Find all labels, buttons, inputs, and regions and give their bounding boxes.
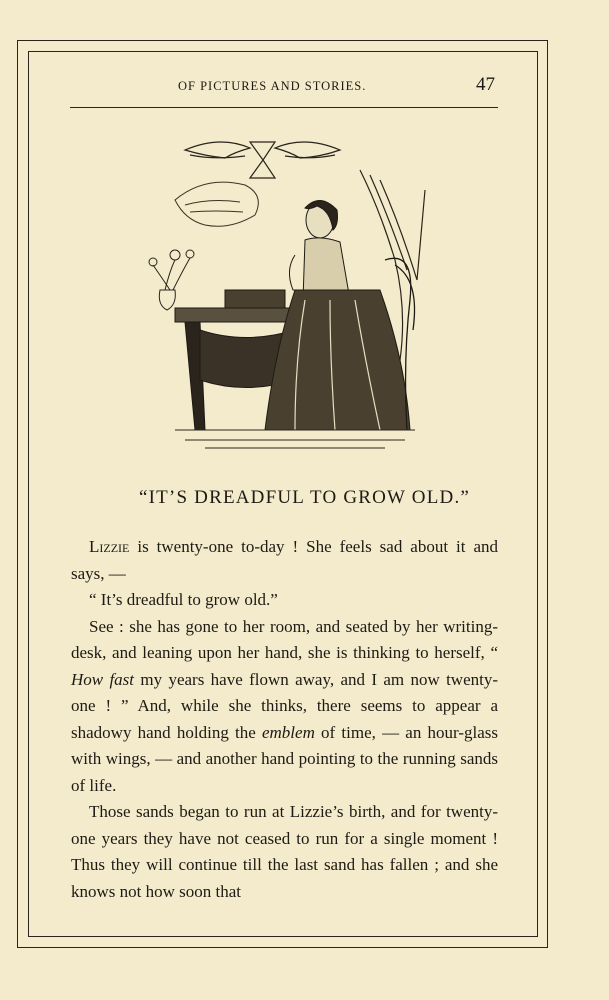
paragraph-3-part-b: my years have flown away, and I am now twenty-one ! ” And, while she thinks, there seems to appear a shadowy hand holding the <box>71 669 498 742</box>
paragraph-1 <box>71 534 498 587</box>
emphasis-emblem: emblem <box>261 722 315 742</box>
page-number: 47 <box>476 74 495 95</box>
flower-vase-icon <box>149 250 194 310</box>
paragraph-3-part-c: of time, — an hour-glass with wings, — and another hand pointing to the running sands of life. <box>71 722 498 795</box>
header-rule <box>70 107 498 108</box>
emphasis-how-fast: How fast <box>71 669 135 689</box>
paragraph-3 <box>71 614 498 800</box>
floor-shading <box>175 430 415 448</box>
winged-hourglass-icon <box>185 142 340 178</box>
paragraph-3-part-a: See : she has gone to her room, and seated by her writing-desk, and leaning upon her hand, she is thinking to herself, “ <box>71 616 498 662</box>
engraving-illustration <box>145 130 435 460</box>
name-lizzie: Lizzie <box>89 537 130 556</box>
running-head <box>0 74 609 97</box>
paragraph-2: “ It’s dreadful to grow old.” <box>89 590 278 609</box>
paragraph-1-text: is twenty-one to-day ! She feels sad about it and says, — <box>71 537 498 583</box>
shadowy-hand-icon <box>175 182 258 226</box>
paragraph-4: Those sands began to run at Lizzie’s birth, and for twenty-one years they have not ceased to run for a single moment ! Thus they will continue till the last sand has fallen ; and she knows not how soon that <box>71 802 498 901</box>
illustration-caption: “IT’S DREADFUL TO GROW OLD.” <box>138 487 471 508</box>
running-title: OF PICTURES AND STORIES. <box>178 79 367 93</box>
body-text <box>71 534 498 905</box>
